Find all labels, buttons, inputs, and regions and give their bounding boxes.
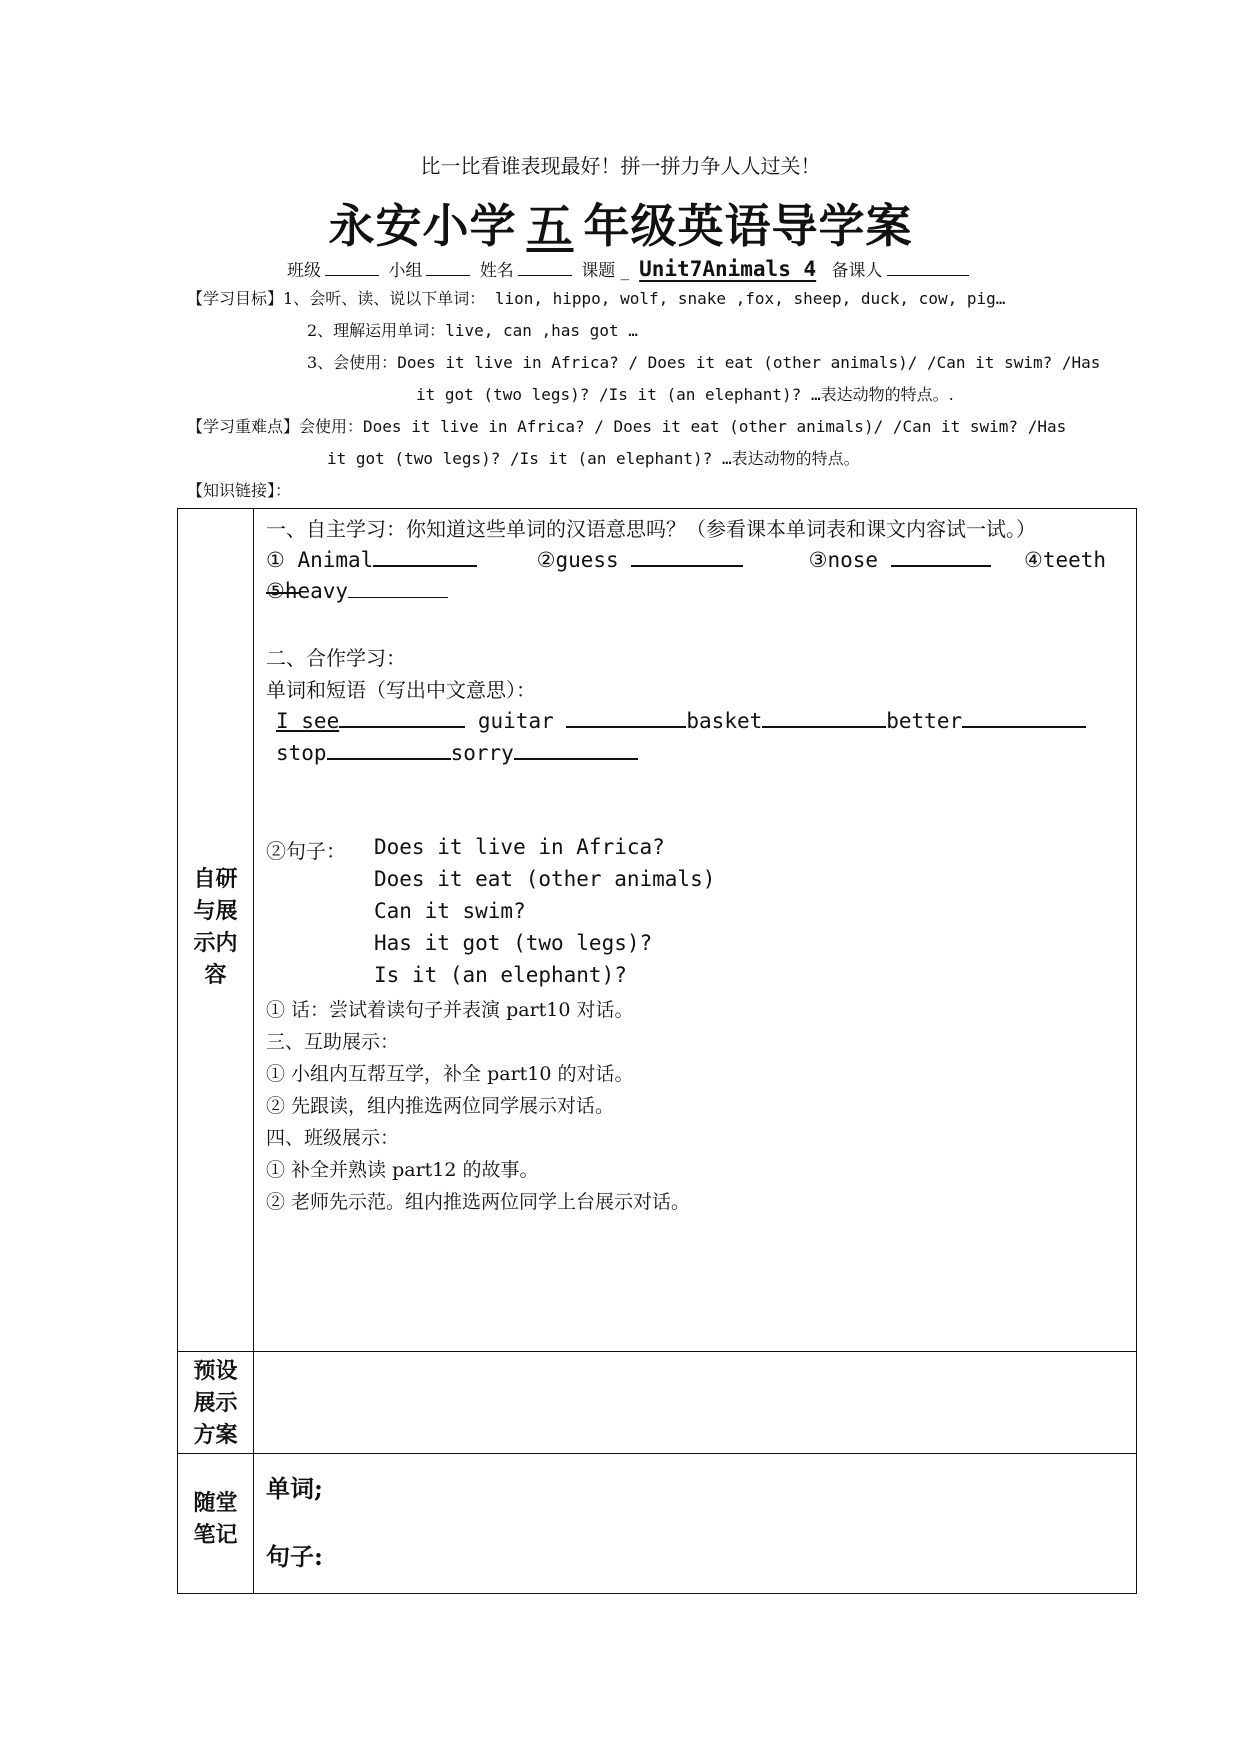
- vocab-item: basket: [686, 709, 763, 733]
- section-3-title: 三、互助展示：: [266, 1031, 400, 1053]
- class-field[interactable]: [325, 257, 379, 276]
- section-2-title: 二、合作学习：: [266, 646, 406, 670]
- row-label-preset: [178, 1355, 253, 1451]
- sentences-label: ②句子：: [266, 839, 346, 863]
- difficulties-text-2: it got (two legs)? /Is it (an elephant)? …: [327, 449, 732, 468]
- row-label-line: 示内: [193, 930, 238, 956]
- row-label-line: 展示: [193, 1390, 238, 1416]
- difficulties-prefix: 会使用：: [299, 417, 364, 436]
- answer-blank[interactable]: [327, 738, 451, 760]
- row-label-line: 预设: [193, 1358, 238, 1384]
- topic-label: 课题: [581, 261, 616, 281]
- vocab-item: sorry: [450, 741, 514, 765]
- row-label-line: 随堂: [193, 1490, 238, 1516]
- objectives-line-2: [307, 318, 638, 341]
- section-4-item: ② 老师先示范。组内推选两位同学上台展示对话。: [266, 1191, 691, 1213]
- difficulties-line-2: [327, 446, 860, 469]
- objectives-line-1: [187, 286, 1005, 309]
- objectives-line-3: [307, 350, 1100, 373]
- section-3-item: ① 小组内互帮互学，补全 part10 的对话。: [266, 1063, 634, 1085]
- section-1-title: 一、自主学习：你知道这些单词的汉语意思吗？（参看课本单词表和课文内容试一试。）: [266, 517, 1036, 541]
- row-label-line: 容: [204, 962, 227, 988]
- section-4-title: 四、班级展示：: [266, 1127, 400, 1149]
- teacher-field[interactable]: [887, 257, 969, 276]
- title-school: 永安小学: [328, 199, 517, 253]
- notes-words: 单词;: [266, 1474, 323, 1503]
- sentence: Is it (an elephant)?: [374, 963, 627, 987]
- title-subject: 年级英语导学案: [583, 199, 913, 253]
- vocab-item: better: [886, 709, 963, 733]
- objectives-label: 【学习目标】: [187, 289, 284, 308]
- objective-2-words: live, can ,has got …: [445, 321, 638, 340]
- lesson-table: [177, 508, 1137, 1594]
- row-label-line: 自研: [193, 866, 238, 892]
- info-line: 班级 小组 姓名 课题 _ Unit7Animals 4 备课人: [287, 256, 973, 281]
- group-label: 小组: [388, 261, 423, 281]
- dialog-line: ① 话：尝试着读句子并表演 part10 对话。: [266, 999, 634, 1021]
- answer-blank[interactable]: [962, 706, 1086, 728]
- notes-sentences: 句子:: [266, 1542, 323, 1571]
- vocab-item: I see: [276, 709, 340, 733]
- row-label-notes: [178, 1487, 253, 1551]
- answer-blank[interactable]: [631, 545, 743, 567]
- difficulties-label: 【学习重难点】: [187, 417, 300, 436]
- sentence: Does it eat (other animals): [374, 867, 716, 891]
- vocab-item: stop: [276, 741, 327, 765]
- objective-1-words: lion, hippo, wolf, snake ,fox, sheep, duck, cow, pig…: [485, 289, 1006, 308]
- motto: 比一比看谁表现最好！拼一拼力争人人过关！: [420, 154, 821, 178]
- teacher-label: 备课人: [831, 261, 883, 281]
- objectives-line-4: [416, 382, 954, 405]
- class-label: 班级: [287, 261, 321, 281]
- answer-blank[interactable]: [762, 706, 886, 728]
- vocab-row-1b: [266, 577, 448, 603]
- vocab-item: ②guess: [536, 548, 619, 572]
- sentence: Has it got (two legs)?: [374, 931, 653, 955]
- objective-2-prefix: 2、理解运用单词：: [307, 321, 446, 340]
- answer-blank[interactable]: [514, 738, 638, 760]
- row-label-line: 方案: [193, 1422, 238, 1448]
- knowledge-link-label: 【知识链接】：: [187, 481, 292, 500]
- objective-4-text: it got (two legs)? /Is it (an elephant)? …: [416, 385, 821, 404]
- vocab-item: ④teeth: [1024, 548, 1107, 572]
- row-label-content: [178, 863, 253, 991]
- topic-value: Unit7Animals 4: [639, 257, 817, 281]
- section-3-item: ② 先跟读，组内推选两位同学展示对话。: [266, 1095, 615, 1117]
- objective-3-text: Does it live in Africa? / Does it eat (other animals)/ /Can it swim? /Has: [397, 353, 1101, 372]
- knowledge-link: [187, 478, 291, 501]
- difficulties-text-1: Does it live in Africa? / Does it eat (other animals)/ /Can it swim? /Has: [363, 417, 1067, 436]
- section-4-item: ① 补全并熟读 part12 的故事。: [266, 1159, 539, 1181]
- sentence: Does it live in Africa?: [374, 835, 665, 859]
- group-field[interactable]: [426, 257, 470, 276]
- page-title: [0, 190, 1241, 256]
- difficulties-suffix: 表达动物的特点。: [731, 449, 860, 468]
- row-label-line: 笔记: [193, 1522, 238, 1548]
- name-field[interactable]: [518, 257, 572, 276]
- answer-blank[interactable]: [339, 706, 465, 728]
- vocab-item: ⑤heavy: [266, 579, 349, 603]
- objective-4-suffix: 表达动物的特点。.: [820, 385, 954, 404]
- sentence: Can it swim?: [374, 899, 526, 923]
- objective-3-prefix: 3、会使用：: [307, 353, 398, 372]
- table-column-divider: [253, 509, 254, 1593]
- answer-blank[interactable]: [891, 545, 991, 567]
- vocab-item: ③nose: [808, 548, 879, 572]
- section-2-subtitle: 单词和短语（写出中文意思）：: [266, 678, 536, 702]
- vocab-row-2: [276, 706, 1086, 733]
- table-row-divider-1: [178, 1351, 1136, 1352]
- objective-1-prefix: 1、会听、读、说以下单词：: [283, 289, 486, 308]
- answer-blank[interactable]: [373, 545, 477, 567]
- vocab-row-2b: [276, 738, 638, 765]
- row-label-line: 与展: [193, 898, 238, 924]
- vocab-item: ① Animal: [266, 548, 374, 572]
- name-label: 姓名: [479, 261, 514, 281]
- vocab-item: guitar: [477, 709, 554, 733]
- title-grade: 五: [526, 199, 574, 253]
- table-row-divider-2: [178, 1453, 1136, 1454]
- answer-blank[interactable]: [566, 706, 686, 728]
- difficulties-line-1: [187, 414, 1066, 437]
- answer-blank[interactable]: [348, 577, 448, 598]
